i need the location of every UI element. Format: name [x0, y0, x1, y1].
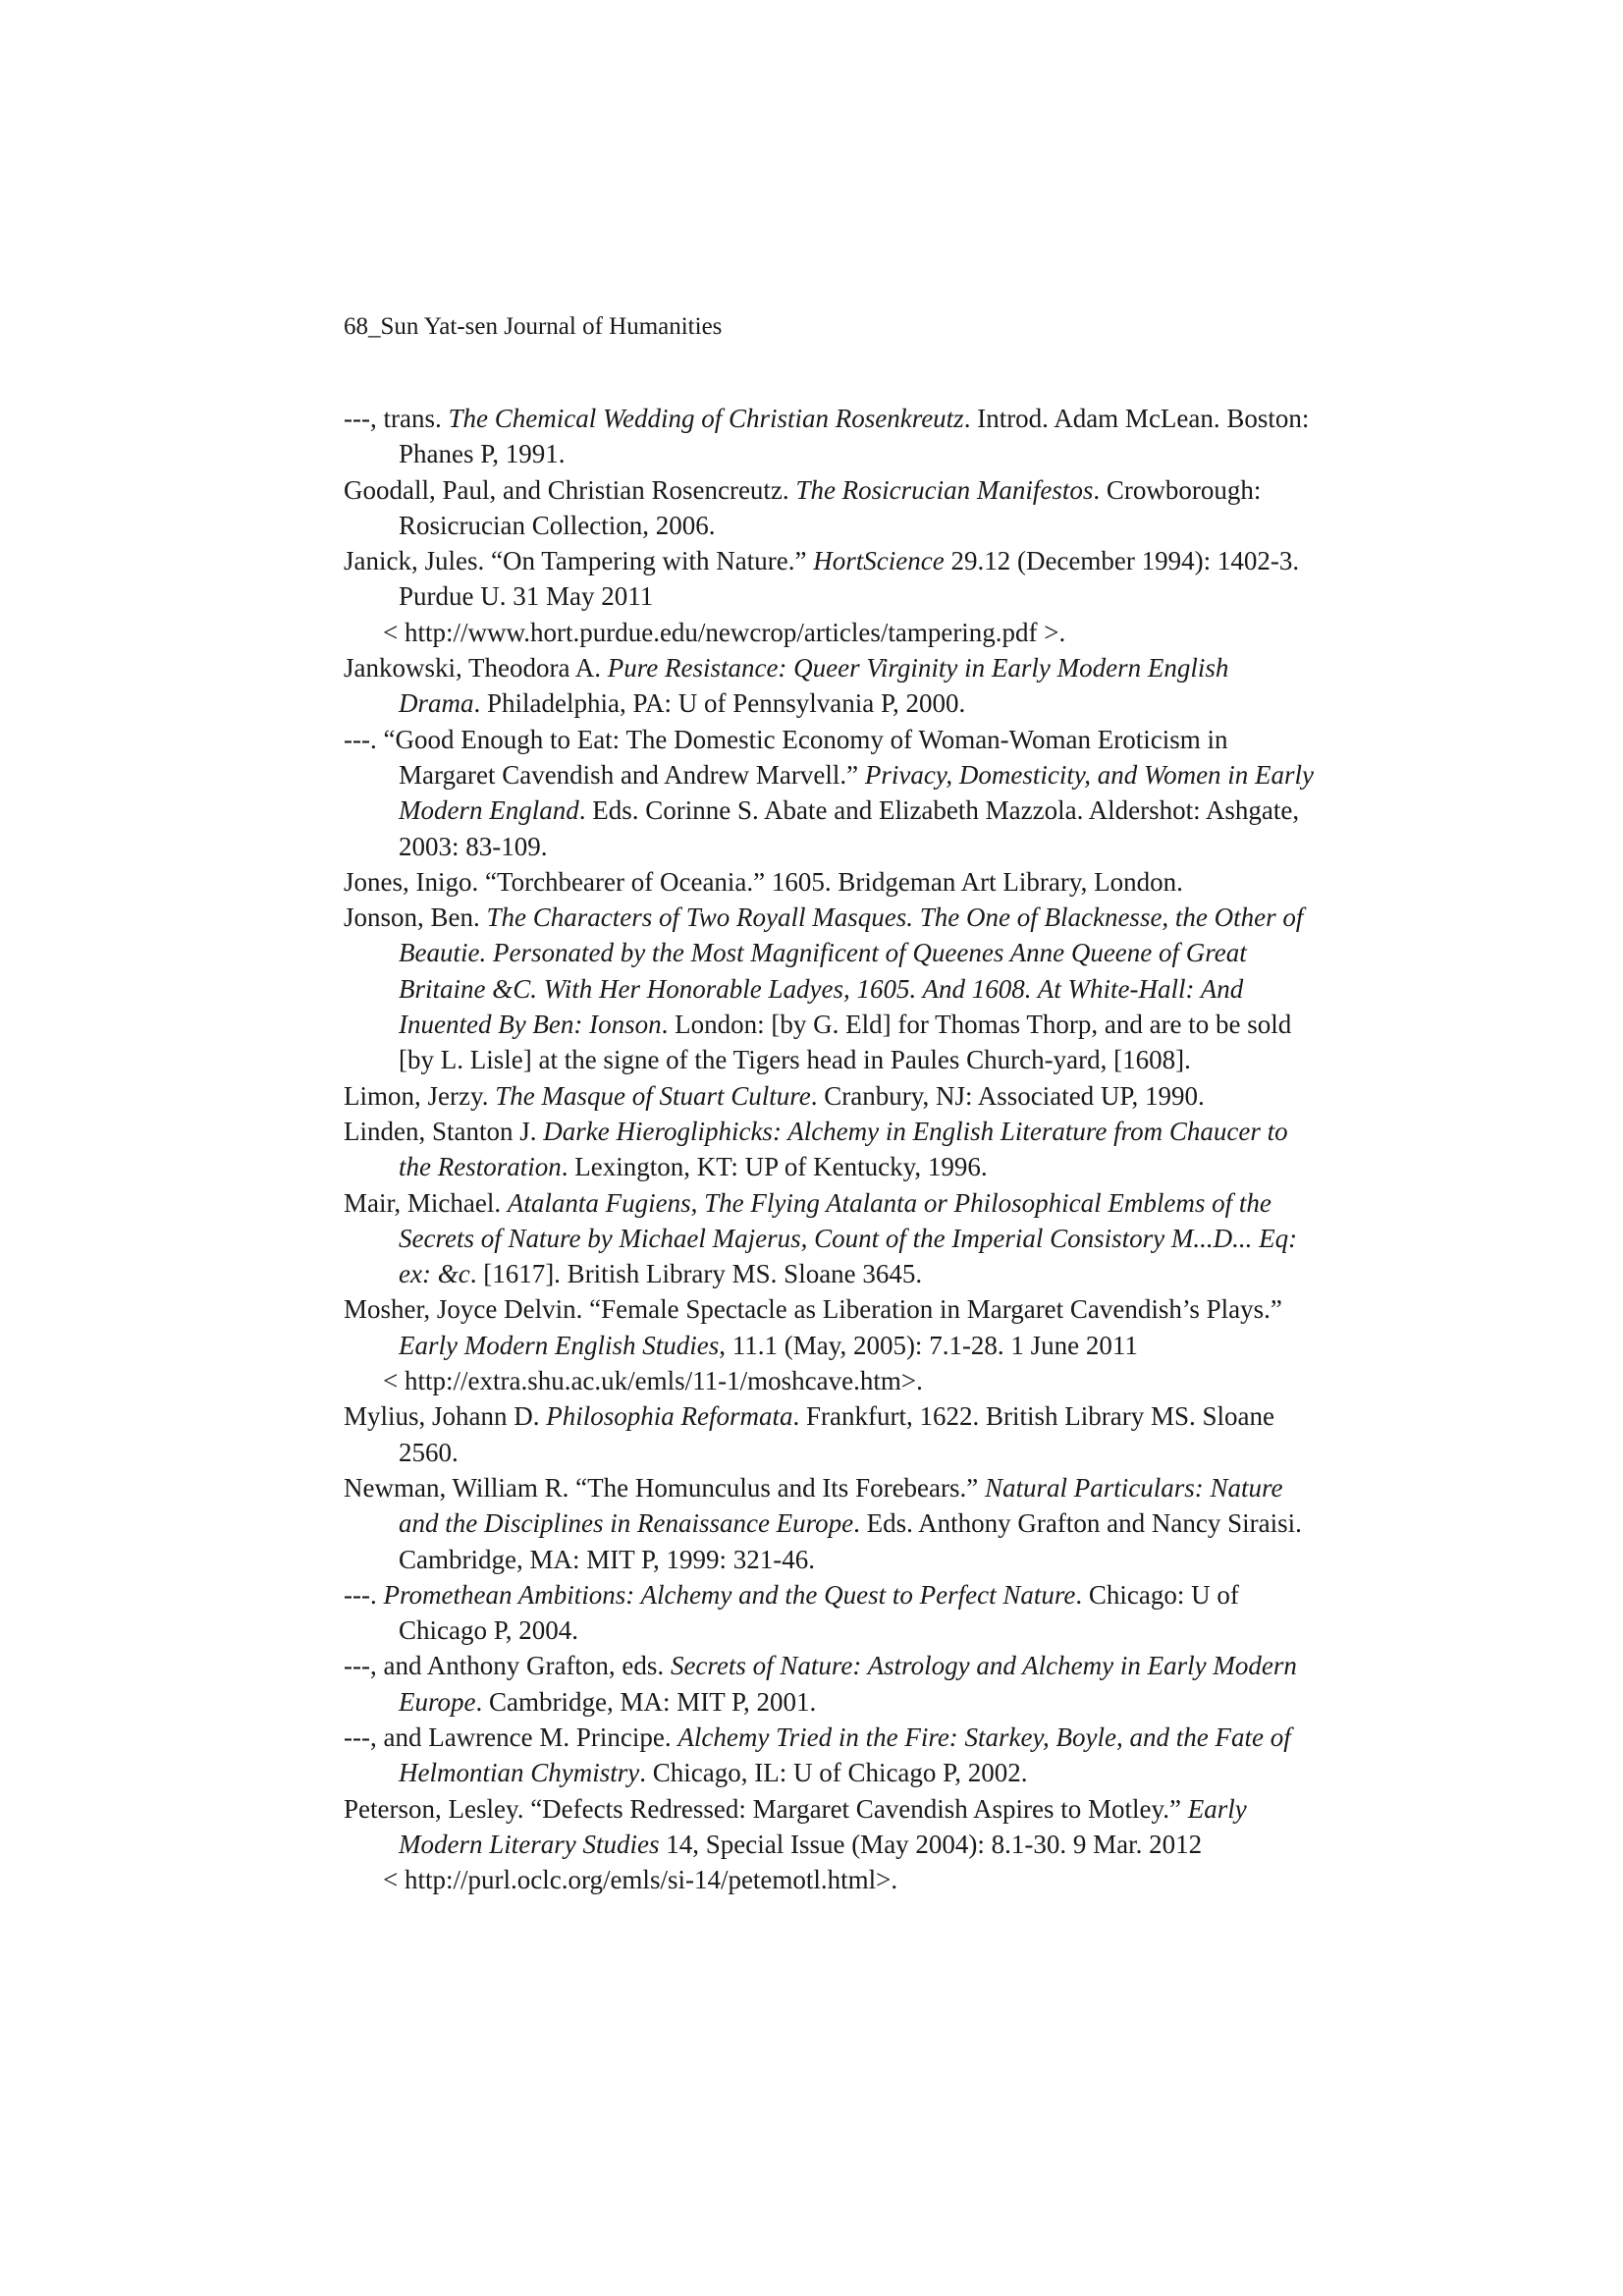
reference-title: Natural Particulars: Nature and the Disciplines in Renaissance Europe — [399, 1472, 1283, 1539]
reference-publication: 29.12 (December 1994): 1402-3. Purdue U. 31 May 2011 — [399, 546, 1300, 612]
reference-title: Alchemy Tried in the Fire: Starkey, Boyle, and the Fate of Helmontian Chymistry — [399, 1722, 1291, 1788]
reference-title: The Chemical Wedding of Christian Rosenkreutz — [448, 404, 964, 433]
reference-title: The Masque of Stuart Culture — [495, 1080, 811, 1111]
running-head: 68_Sun Yat-sen Journal of Humanities — [344, 313, 723, 340]
reference-author: Jankowski, Theodora A. — [344, 653, 608, 683]
reference-author: Newman, William R. “The Homunculus and Its Forebears.” — [344, 1472, 986, 1503]
reference-author: Limon, Jerzy. — [344, 1080, 496, 1111]
reference-entry — [344, 1470, 1316, 1577]
reference-author: Goodall, Paul, and Christian Rosencreutz. — [344, 474, 796, 505]
reference-publication: 14, Special Issue (May 2004): 8.1-30. 9 Mar. 2012 — [659, 1829, 1203, 1859]
reference-title: Early Modern English Studies — [399, 1330, 720, 1360]
reference-entry — [344, 1648, 1316, 1720]
reference-publication: . Chicago, IL: U of Chicago P, 2002. — [639, 1758, 1028, 1788]
reference-author: Peterson, Lesley. “Defects Redressed: Margaret Cavendish Aspires to Motley.” — [344, 1793, 1188, 1824]
reference-author: Linden, Stanton J. — [344, 1116, 544, 1146]
works-cited-list — [344, 401, 1316, 1897]
reference-title: The Rosicrucian Manifestos — [795, 474, 1094, 505]
reference-url[interactable]: < http://purl.oclc.org/emls/si-14/petemotl.html>. — [383, 1865, 898, 1895]
reference-publication: . Philadelphia, PA: U of Pennsylvania P, 2000. — [473, 688, 966, 719]
reference-entry — [344, 864, 1316, 900]
reference-entry — [344, 1398, 1316, 1470]
reference-publication: . Cambridge, MA: MIT P, 2001. — [475, 1686, 817, 1717]
reference-title: Early Modern Literary Studies — [399, 1793, 1247, 1859]
reference-entry — [344, 543, 1316, 650]
reference-title: Secrets of Nature: Astrology and Alchemy in Early Modern Europe — [399, 1651, 1297, 1717]
reference-url[interactable]: < http://extra.shu.ac.uk/emls/11-1/moshcave.htm>. — [383, 1366, 923, 1396]
reference-title: Pure Resistance: Queer Virginity in Early Modern English Drama — [399, 653, 1229, 719]
reference-publication: . Eds. Corinne S. Abate and Elizabeth Mazzola. Aldershot: Ashgate, 2003: 83-109. — [399, 795, 1300, 861]
reference-entry — [344, 1114, 1316, 1185]
reference-entry — [344, 722, 1316, 864]
reference-entry — [344, 1791, 1316, 1898]
reference-publication: . Cranbury, NJ: Associated UP, 1990. — [810, 1080, 1205, 1111]
reference-entry — [344, 1291, 1316, 1398]
reference-publication: . Introd. Adam McLean. Boston: Phanes P, 1991. — [399, 404, 1310, 469]
reference-title: HortScience — [813, 546, 945, 576]
reference-title: Darke Hierogliphicks: Alchemy in English Literature from Chaucer to the Restoration — [399, 1116, 1288, 1182]
reference-publication: . Frankfurt, 1622. British Library MS. Sloane 2560. — [399, 1401, 1274, 1467]
reference-entry — [344, 650, 1316, 722]
reference-entry — [344, 1720, 1316, 1791]
reference-author: ---, and Anthony Grafton, eds. — [344, 1651, 671, 1681]
reference-entry — [344, 401, 1316, 472]
reference-title: Atalanta Fugiens, The Flying Atalanta or Philosophical Emblems of the Secrets of Nature by Michael Majerus, Count of the Imperial Consistory M...D... Eq: ex: &c — [399, 1187, 1298, 1289]
reference-author: Mosher, Joyce Delvin. “Female Spectacle as Liberation in Margaret Cavendish’s Plays.” — [344, 1294, 1282, 1325]
reference-publication: . Lexington, KT: UP of Kentucky, 1996. — [561, 1152, 988, 1182]
reference-publication: , 11.1 (May, 2005): 7.1-28. 1 June 2011 — [719, 1330, 1138, 1360]
reference-entry — [344, 1577, 1316, 1649]
reference-publication: . Crowborough: Rosicrucian Collection, 2006. — [399, 474, 1262, 540]
reference-title: Privacy, Domesticity, and Women in Early Modern England — [399, 759, 1315, 826]
reference-author: ---. — [344, 1579, 384, 1610]
reference-url[interactable]: < http://www.hort.purdue.edu/newcrop/articles/tampering.pdf >. — [383, 617, 1066, 647]
reference-author: ---, trans. — [344, 404, 449, 433]
reference-title: The Characters of Two Royall Masques. The One of Blacknesse, the Other of Beautie. Personated by the Most Magnificent of Queenes Anne Queene of Great Britaine &C. With Her Honorable Ladyes, 1605. And 1608. At White-Hall: And Inuented By Ben: Ionson — [399, 902, 1304, 1040]
reference-entry — [344, 472, 1316, 544]
reference-entry — [344, 900, 1316, 1077]
reference-title: Promethean Ambitions: Alchemy and the Quest to Perfect Nature — [383, 1579, 1076, 1610]
reference-author: Mylius, Johann D. — [344, 1401, 547, 1432]
reference-publication: . London: [by G. Eld] for Thomas Thorp, and are to be sold [by L. Lisle] at the signe of the Tigers head in Paules Church-yard, [1608]. — [399, 1010, 1292, 1075]
reference-author: Mair, Michael. — [344, 1187, 508, 1218]
reference-author: Janick, Jules. “On Tampering with Nature.” — [344, 546, 814, 576]
reference-entry — [344, 1185, 1316, 1292]
reference-publication: . Chicago: U of Chicago P, 2004. — [399, 1579, 1239, 1646]
reference-publication: . [1617]. British Library MS. Sloane 3645. — [469, 1259, 923, 1289]
reference-entry — [344, 1078, 1316, 1114]
reference-author: ---, and Lawrence M. Principe. — [344, 1722, 678, 1752]
reference-title: Philosophia Reformata — [546, 1401, 793, 1432]
reference-author: ---. “Good Enough to Eat: The Domestic Economy of Woman-Woman Eroticism in Margaret Cavendish and Andrew Marvell.” — [344, 724, 1228, 790]
reference-author: Jonson, Ben. — [344, 902, 487, 933]
reference-publication: . Eds. Anthony Grafton and Nancy Siraisi. Cambridge, MA: MIT P, 1999: 321-46. — [399, 1508, 1302, 1574]
reference-author: Jones, Inigo. “Torchbearer of Oceania.” 1605. Bridgeman Art Library, London. — [344, 866, 1183, 897]
